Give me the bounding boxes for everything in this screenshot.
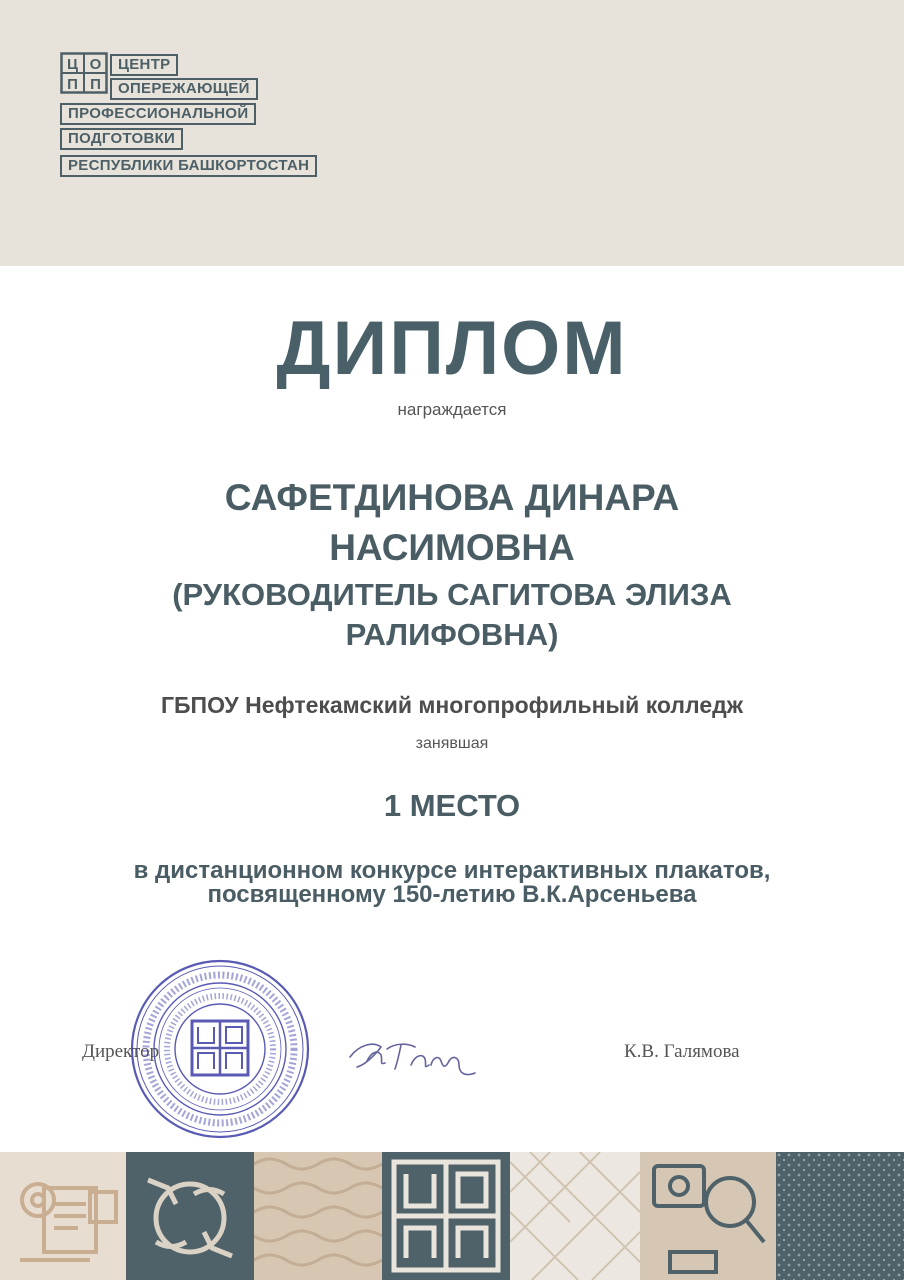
pattern-tile [510,1152,640,1280]
organization-name: ГБПОУ Нефтекамский многопрофильный колледж [160,692,744,718]
copp-logo-icon [60,52,108,94]
logo-letter: П [90,76,101,93]
recipient-name-line1: САФЕТДИНОВА ДИНАРА [224,477,680,518]
supervisor-line1: (РУКОВОДИТЕЛЬ САГИТОВА ЭЛИЗА [172,577,732,612]
logo-line-professional: ПРОФЕССИОНАЛЬНОЙ [60,103,256,125]
awarded-label: награждается [397,400,507,419]
recipient-name-line2: НАСИМОВНА [329,527,575,568]
supervisor-line2: РАЛИФОВНА) [345,617,559,652]
contest-line1: в дистанционном конкурсе интерактивных плакатов, [133,857,771,884]
logo-line-republic: РЕСПУБЛИКИ БАШКОРТОСТАН [60,155,317,177]
director-position-label: Директор [82,1041,160,1062]
hands-circle-icon [126,1152,254,1280]
logo-letter: Ц [67,56,78,73]
took-label: занявшая [415,735,489,752]
document-gear-icon [0,1152,126,1280]
pattern-tile [254,1152,382,1280]
logo-letter: О [89,56,102,73]
diploma-title: ДИПЛОМ [276,306,628,391]
contest-line2: посвященному 150-летию В.К.Арсеньева [207,881,697,908]
place-result: 1 МЕСТО [383,788,521,823]
logo-letter: П [67,76,78,93]
copp-logo-icon [382,1152,510,1280]
magnifier-gear-icon [640,1152,776,1280]
dots-pattern-tile [776,1152,904,1280]
director-name: К.В. Галямова [624,1041,740,1062]
logo-line-center: ЦЕНТР [110,54,178,76]
official-seal-icon [128,957,312,1141]
logo-line-training: ПОДГОТОВКИ [60,128,183,150]
logo-line-advanced: ОПЕРЕЖАЮЩЕЙ [110,78,258,100]
director-signature-icon [345,1025,495,1085]
